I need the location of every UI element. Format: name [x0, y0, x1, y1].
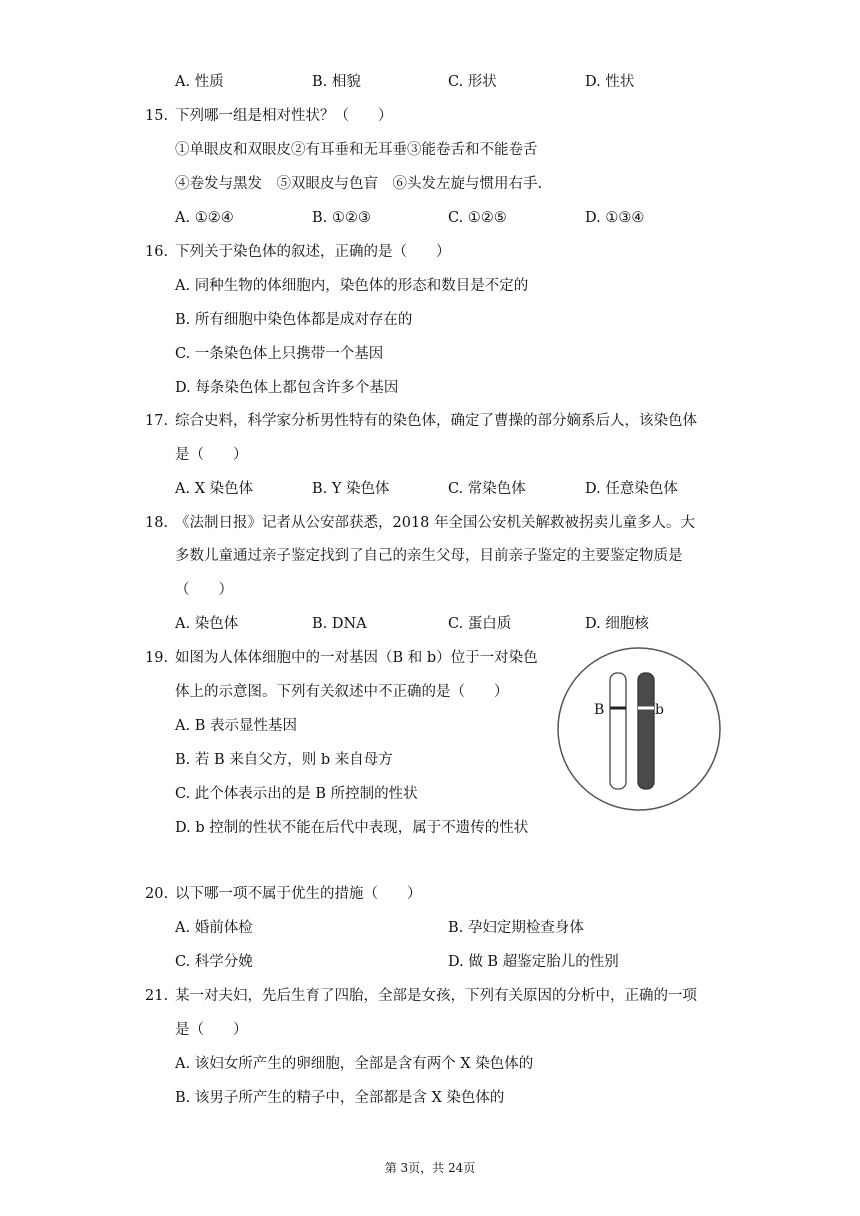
- q15-line-1: ①单眼皮和双眼皮②有耳垂和无耳垂③能卷舌和不能卷舌: [175, 142, 538, 158]
- page-footer: 第 3页，共 24页: [384, 1161, 476, 1175]
- q18-option-c: C. 蛋白质: [448, 616, 512, 632]
- chromosome-dark: [638, 673, 654, 789]
- q15-number: 15.: [145, 108, 169, 124]
- q15-option-a: A. ①②④: [175, 210, 234, 226]
- q19-number: 19.: [145, 650, 169, 666]
- q20-number: 20.: [145, 886, 169, 902]
- q16-option-b: B. 所有细胞中染色体都是成对存在的: [175, 312, 413, 328]
- label-b-upper: B: [594, 702, 605, 718]
- chromosome-pair-figure: [556, 646, 722, 812]
- q17-option-d: D. 任意染色体: [585, 481, 678, 497]
- q19-option-a: A. B 表示显性基因: [175, 718, 297, 734]
- q15-stem: 下列哪一组是相对性状？（ ）: [175, 108, 393, 124]
- q16-option-a: A. 同种生物的体细胞内，染色体的形态和数目是不定的: [175, 278, 529, 294]
- q17-number: 17.: [145, 413, 169, 429]
- q18-number: 18.: [145, 515, 169, 531]
- q20-option-c: C. 科学分娩: [175, 954, 253, 970]
- q16-option-c: C. 一条染色体上只携带一个基因: [175, 346, 384, 362]
- q19-stem-2: 体上的示意图。下列有关叙述中不正确的是（ ）: [175, 684, 509, 700]
- q17-option-a: A. X 染色体: [175, 481, 254, 497]
- q18-stem-2: 多数儿童通过亲子鉴定找到了自己的亲生父母，目前亲子鉴定的主要鉴定物质是: [175, 548, 683, 564]
- q15-option-c: C. ①②⑤: [448, 210, 507, 226]
- q20-stem: 以下哪一项不属于优生的措施（ ）: [175, 886, 422, 902]
- q16-stem: 下列关于染色体的叙述，正确的是（ ）: [175, 244, 451, 260]
- q21-stem-2: 是（ ）: [175, 1022, 248, 1038]
- q17-stem-2: 是（ ）: [175, 447, 248, 463]
- q21-number: 21.: [145, 988, 169, 1004]
- q20-option-b: B. 孕妇定期检查身体: [448, 920, 584, 936]
- q21-option-a: A. 该妇女所产生的卵细胞，全部是含有两个 X 染色体的: [175, 1056, 534, 1072]
- q18-option-a: A. 染色体: [175, 616, 239, 632]
- q18-option-b: B. DNA: [312, 616, 367, 632]
- q16-number: 16.: [145, 244, 169, 260]
- q19-option-b: B. 若 B 来自父方，则 b 来自母方: [175, 752, 393, 768]
- q15-option-d: D. ①③④: [585, 210, 645, 226]
- q15-line-2: ④卷发与黑发 ⑤双眼皮与色盲 ⑥头发左旋与惯用右手.: [175, 176, 543, 192]
- q17-stem: 综合史料，科学家分析男性特有的染色体，确定了曹操的部分嫡系后人，该染色体: [175, 413, 697, 429]
- q18-stem: 《法制日报》记者从公安部获悉，2018 年全国公安机关解救被拐卖儿童多人。大: [175, 515, 696, 531]
- q14-option-a: A. 性质: [175, 74, 224, 90]
- q14-option-c: C. 形状: [448, 74, 497, 90]
- q20-option-d: D. 做 B 超鉴定胎儿的性别: [448, 954, 619, 970]
- label-b-lower: b: [655, 702, 664, 718]
- chromosome-diagram: [556, 646, 722, 812]
- q16-option-d: D. 每条染色体上都包含许多个基因: [175, 380, 399, 396]
- q18-stem-3: （ ）: [175, 582, 233, 598]
- q19-option-c: C. 此个体表示出的是 B 所控制的性状: [175, 786, 418, 802]
- q14-option-b: B. 相貌: [312, 74, 361, 90]
- q14-option-d: D. 性状: [585, 74, 635, 90]
- q17-option-b: B. Y 染色体: [312, 481, 390, 497]
- chromosome-light: [610, 673, 626, 789]
- q15-option-b: B. ①②③: [312, 210, 371, 226]
- q21-option-b: B. 该男子所产生的精子中，全部都是含 X 染色体的: [175, 1090, 505, 1106]
- q19-option-d: D. b 控制的性状不能在后代中表现，属于不遗传的性状: [175, 820, 529, 836]
- q19-stem: 如图为人体体细胞中的一对基因（B 和 b）位于一对染色: [175, 650, 538, 666]
- q21-stem: 某一对夫妇，先后生育了四胎，全部是女孩，下列有关原因的分析中，正确的一项: [175, 988, 697, 1004]
- q20-option-a: A. 婚前体检: [175, 920, 253, 936]
- q17-option-c: C. 常染色体: [448, 481, 526, 497]
- q18-option-d: D. 细胞核: [585, 616, 649, 632]
